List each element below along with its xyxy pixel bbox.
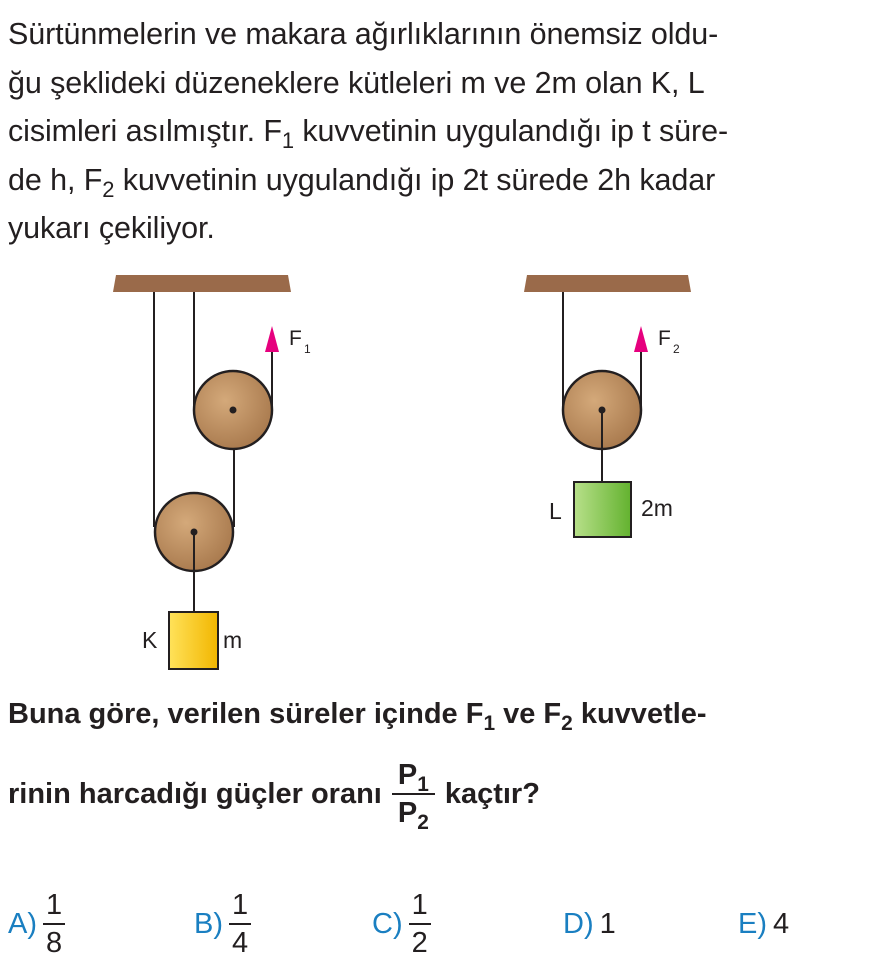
question-line-2 — [8, 759, 868, 835]
force-f2-label: F — [658, 327, 671, 350]
denominator-symbol: P — [397, 797, 418, 830]
option-b-numerator: 1 — [232, 888, 249, 921]
option-b-denominator: 4 — [232, 927, 249, 959]
question-sub-1: 1 — [483, 711, 496, 735]
option-d[interactable] — [563, 884, 616, 964]
option-c-numerator: 1 — [411, 888, 428, 921]
option-e-letter: E) — [738, 907, 767, 940]
stem-line-3-a: cisimleri asılmıştır. F — [8, 114, 282, 148]
stem-line-4-sub: 2 — [102, 176, 115, 202]
option-d-value: 1 — [599, 907, 616, 940]
force-f1-arrowhead — [265, 326, 279, 352]
force-f1-label: F — [289, 327, 302, 350]
stem-line-3-b: kuvvetinin uygulandığı ip t süre- — [294, 114, 729, 148]
option-b-letter: B) — [194, 907, 223, 940]
question-prompt — [8, 698, 868, 835]
option-b[interactable] — [194, 884, 251, 964]
question-line-1-c: kuvvetle- — [572, 698, 707, 730]
force-f1-sub: 1 — [304, 342, 311, 356]
option-a[interactable] — [8, 884, 65, 964]
option-c-denominator: 2 — [411, 927, 428, 959]
option-c[interactable] — [372, 884, 431, 964]
option-d-letter: D) — [563, 907, 594, 940]
block-l-label: L — [549, 498, 562, 524]
option-c-fraction — [409, 890, 431, 959]
block-k-label: K — [142, 627, 158, 653]
option-e-value: 4 — [773, 907, 790, 940]
option-a-denominator: 8 — [46, 927, 63, 959]
left-ceiling — [113, 275, 291, 292]
option-a-letter: A) — [8, 907, 37, 940]
force-f2-arrowhead — [634, 326, 648, 352]
block-l-mass: 2m — [641, 495, 673, 521]
stem-line-1: Sürtünmelerin ve makara ağırlıklarının önemsiz oldu- — [8, 17, 719, 51]
left-upper-pulley-axle — [230, 407, 237, 414]
stem-line-2: ğu şeklideki düzeneklere kütleleri m ve 2m olan K, L — [8, 65, 705, 100]
question-line-2-b: kaçtır? — [444, 777, 540, 810]
power-ratio-denominator — [392, 797, 435, 835]
option-c-bar — [409, 923, 431, 925]
option-b-bar — [229, 923, 251, 925]
stem-line-5: yukarı çekiliyor. — [8, 211, 215, 245]
stem-line-3-sub: 1 — [281, 128, 295, 154]
answer-options — [8, 884, 868, 964]
option-a-bar — [43, 923, 65, 925]
stem-line-4-b: kuvvetinin uygulandığı ip 2t sürede 2h kadar — [114, 162, 716, 197]
option-a-numerator: 1 — [46, 888, 63, 921]
right-ceiling — [524, 275, 691, 292]
numerator-symbol: P — [397, 759, 418, 791]
option-e[interactable] — [738, 884, 789, 964]
stem-line-4-a: de h, F — [8, 162, 103, 197]
left-pulley-system — [113, 275, 311, 669]
question-line-1-b: ve F — [495, 698, 562, 730]
question-line-1-a: Buna göre, verilen süreler içinde F — [8, 698, 484, 730]
force-f2-sub: 2 — [673, 342, 680, 356]
question-line-1 — [8, 698, 868, 746]
power-ratio-numerator — [392, 759, 435, 796]
question-sub-2: 2 — [561, 711, 573, 735]
option-b-fraction — [229, 890, 251, 959]
block-k-mass: m — [223, 627, 243, 653]
denominator-sub: 2 — [417, 811, 429, 835]
option-a-fraction — [43, 890, 65, 959]
right-pulley-system — [524, 275, 691, 537]
power-ratio-fraction — [392, 759, 435, 835]
option-c-letter: C) — [372, 907, 403, 940]
block-k — [169, 612, 218, 669]
numerator-sub: 1 — [417, 772, 429, 796]
question-line-2-a: rinin harcadığı güçler oranı — [8, 777, 382, 810]
block-l — [574, 482, 631, 537]
